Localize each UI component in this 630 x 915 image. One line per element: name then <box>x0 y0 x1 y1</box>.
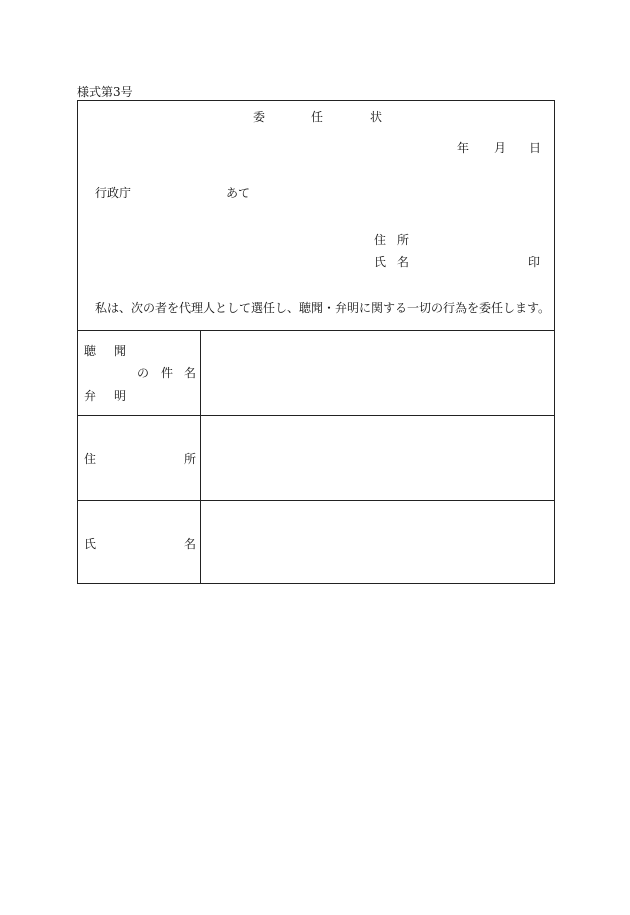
column-divider <box>200 330 201 584</box>
agent-address-label-char-1: 住 <box>84 452 97 466</box>
form-number: 様式第3号 <box>77 85 133 99</box>
case-label-char-7: 明 <box>114 389 127 403</box>
row-divider-1 <box>78 415 554 416</box>
seal-mark: 印 <box>528 255 541 269</box>
delegation-statement: 私は、次の者を代理人として選任し、聴聞・弁明に関する一切の行為を委任します。 <box>95 301 551 315</box>
case-label-char-1: 聴 <box>84 344 97 358</box>
principal-address-char-1: 住 <box>374 233 387 247</box>
date-day-label: 日 <box>529 141 542 155</box>
addressee-suffix: あて <box>226 186 251 200</box>
case-label-char-5: 名 <box>184 366 197 380</box>
principal-name-char-2: 名 <box>397 255 410 269</box>
principal-address-char-2: 所 <box>397 233 410 247</box>
date-month-label: 月 <box>494 141 507 155</box>
title-char-3: 状 <box>370 110 383 124</box>
power-of-attorney-form <box>77 100 555 584</box>
title-char-1: 委 <box>253 110 266 124</box>
principal-name-char-1: 氏 <box>374 255 387 269</box>
title-char-2: 任 <box>311 110 324 124</box>
addressee-agency: 行政庁 <box>95 186 132 200</box>
case-label-char-2: 聞 <box>114 344 127 358</box>
case-label-char-6: 弁 <box>84 389 97 403</box>
date-year-label: 年 <box>457 141 470 155</box>
row-divider-2 <box>78 500 554 501</box>
table-top-border <box>78 330 554 331</box>
agent-name-label-char-1: 氏 <box>84 537 97 551</box>
agent-address-label-char-2: 所 <box>184 452 197 466</box>
case-label-char-3: の <box>137 366 150 380</box>
case-label-char-4: 件 <box>161 366 174 380</box>
agent-name-label-char-2: 名 <box>184 537 197 551</box>
